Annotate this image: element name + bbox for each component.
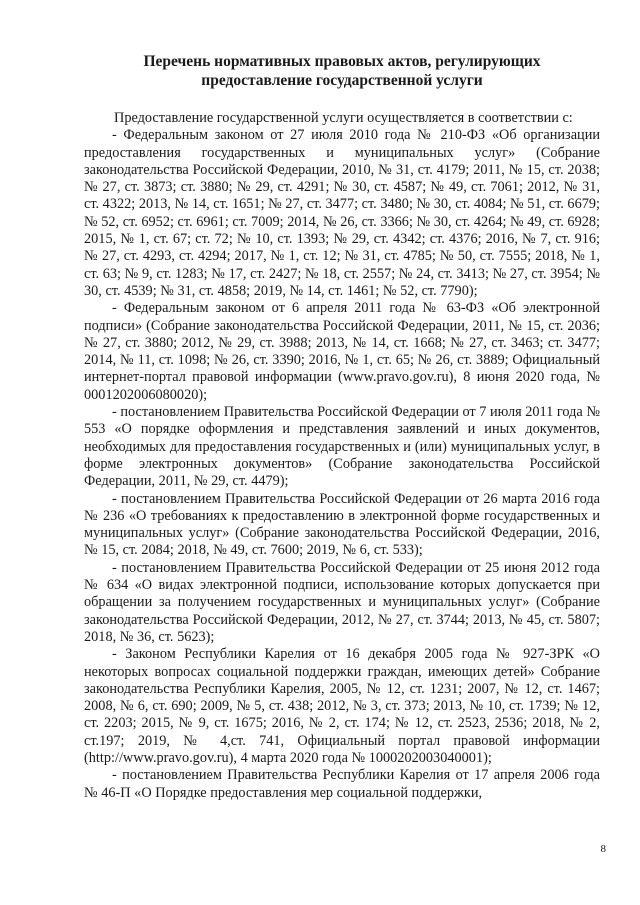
- legal-act-item: - постановлением Правительства Республики Карелия от 17 апреля 2006 года № 46-П «О Порядке предоставления мер социальной поддержки,: [84, 767, 600, 801]
- legal-act-item: - Федеральным законом от 6 апреля 2011 года № 63-ФЗ «Об электронной подписи» (Собрание законодательства Российской Федерации, 2011, № 15, ст. 2036; № 27, ст. 3880; 2012, № 29, ст. 3988; 2013, № 14, ст. 1668; № 27, ст. 3463; ст. 3477; 2014, № 11, ст. 1098; № 26, ст. 3390; 2016, № 1, ст. 65; № 26, ст. 3889; Официальный интернет-портал правовой информации (www.pravo.gov.ru), 8 июня 2020 года, № 0001202006080020);: [84, 300, 600, 403]
- legal-act-item: - постановлением Правительства Российской Федерации от 26 марта 2016 года № 236 «О требованиях к предоставлению в электронной форме государственных и муниципальных услуг» (Собрание законодательства Российской Федерации, 2016, № 15, ст. 2084; 2018, № 49, ст. 7600; 2019, № 6, ст. 533);: [84, 490, 600, 559]
- intro-paragraph: Предоставление государственной услуги осуществляется в соответствии с:: [114, 110, 573, 126]
- document-title: Перечень нормативных правовых актов, регулирующих предоставление государственной услуги: [143, 53, 541, 89]
- legal-act-item: - постановлением Правительства Российской Федерации от 25 июня 2012 года № 634 «О видах электронной подписи, использование которых допускается при обращении за получением государственных и муниципальных услуг» (Собрание законодательства Российской Федерации, 2012, № 27, ст. 3744; 2013, № 45, ст. 5807; 2018, № 36, ст. 5623);: [84, 559, 600, 645]
- legal-act-item: - постановлением Правительства Российской Федерации от 7 июля 2011 года № 553 «О порядке оформления и представления заявлений и иных документов, необходимых для предоставления государственных и (или) муниципальных услуг, в форме электронных документов» (Собрание законодательства Российской Федерации, 2011, № 29, ст. 4479);: [84, 404, 600, 490]
- document-body: [84, 110, 600, 802]
- legal-act-item: - Законом Республики Карелия от 16 декабря 2005 года № 927-ЗРК «О некоторых вопросах социальной поддержки граждан, имеющих детей» Собрание законодательства Республики Карелия, 2005, № 12, ст. 1231; 2007, № 12, ст. 1467; 2008, № 6, ст. 690; 2009, № 5, ст. 438; 2012, № 3, ст. 373; 2013, № 10, ст. 1739; № 12, ст. 2203; 2015, № 9, ст. 1675; 2016, № 2, ст. 174; № 12, ст. 2523, 2536; 2018, № 2, ст.197; 2019, № 4,ст. 741, Официальный портал правовой информации (http://www.pravo.gov.ru), 4 марта 2020 года № 1000202003040001);: [84, 646, 600, 766]
- page-number: 8: [600, 843, 606, 855]
- legal-act-item: - Федеральным законом от 27 июля 2010 года № 210-ФЗ «Об организации предоставления государственных и муниципальных услуг» (Собрание законодательства Российской Федерации, 2010, № 31, ст. 4179; 2011, № 15, ст. 2038; № 27, ст. 3873; ст. 3880; № 29, ст. 4291; № 30, ст. 4587; № 49, ст. 7061; 2012, № 31, ст. 4322; 2013, № 14, ст. 1651; № 27, ст. 3477; ст. 3480; № 30, ст. 4084; № 51, ст. 6679; № 52, ст. 6952; ст. 6961; ст. 7009; 2014, № 26, ст. 3366; № 30, ст. 4264; № 49, ст. 6928; 2015, № 1, ст. 67; ст. 72; № 10, ст. 1393; № 29, ст. 4342; ст. 4376; 2016, № 7, ст. 916; № 27, ст. 4293, ст. 4294; 2017, № 1, ст. 12; № 31, ст. 4785; № 50, ст. 7555; 2018, № 1, ст. 63; № 9, ст. 1283; № 17, ст. 2427; № 18, ст. 2557; № 24, ст. 3413; № 27, ст. 3954; № 30, ст. 4539; № 31, ст. 4858; 2019, № 14, ст. 1461; № 52, ст. 7790);: [84, 127, 600, 299]
